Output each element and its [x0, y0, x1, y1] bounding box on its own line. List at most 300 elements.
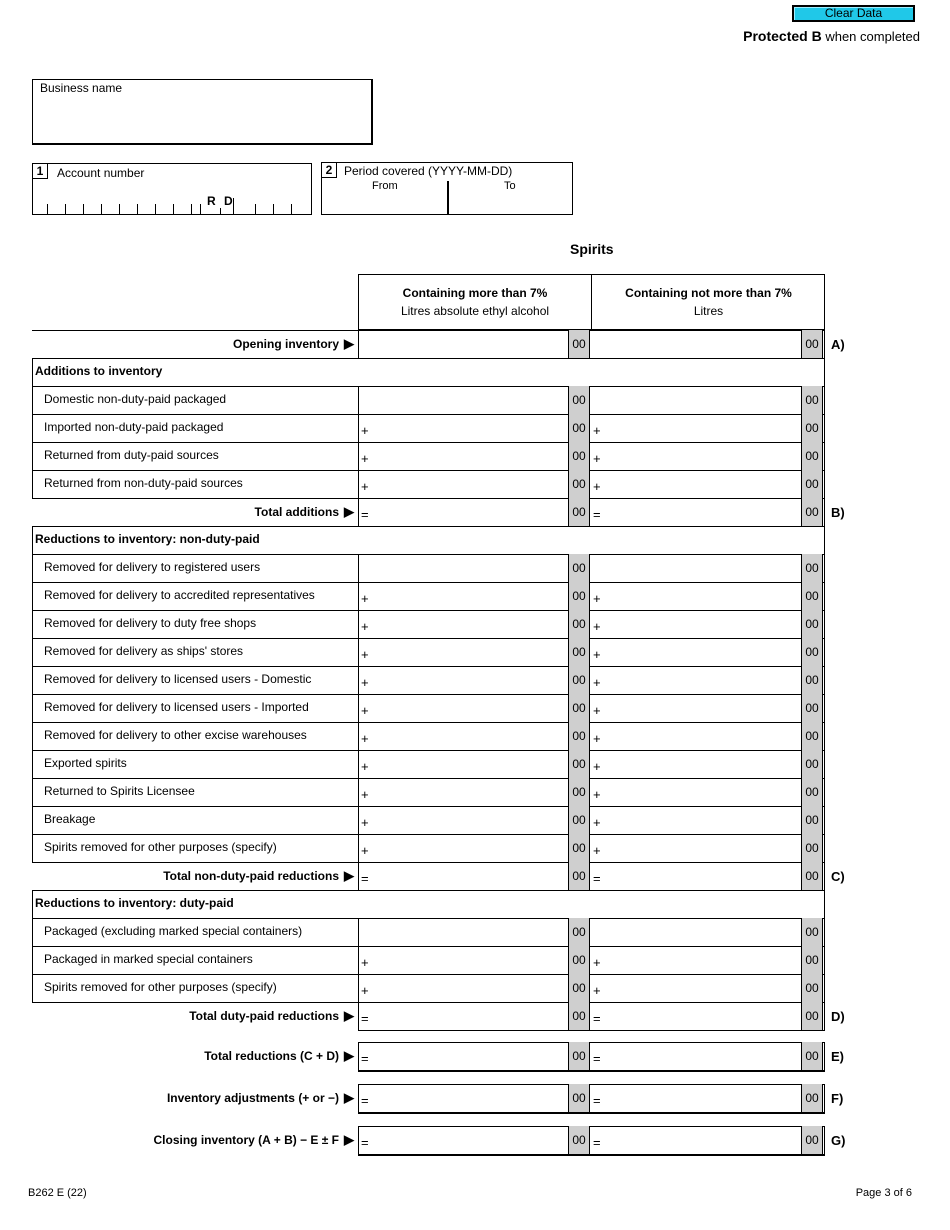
- total-reductions-text: Total reductions (C + D): [204, 1049, 339, 1063]
- account-digit-tick: [119, 204, 120, 214]
- pointer-arrow-icon: ▶: [344, 1008, 354, 1023]
- table-line: [32, 386, 825, 387]
- letter-5: F): [831, 1091, 844, 1106]
- addition-row-right-edge: [824, 386, 825, 414]
- addition-label: Domestic non-duty-paid packaged: [44, 392, 227, 406]
- ndp-reduction-row-col1-symbol: +: [361, 647, 369, 662]
- row-left-edge: [32, 582, 33, 610]
- row-left-edge: [32, 778, 33, 806]
- table-line: [32, 470, 825, 471]
- ndp-reduction-label: Breakage: [44, 812, 96, 826]
- addition-row-col1-cents: 00: [568, 442, 590, 470]
- ndp-reduction-label: Removed for delivery to duty free shops: [44, 616, 257, 630]
- row-left-edge: [32, 806, 33, 834]
- total-additions-col2-symbol: =: [593, 507, 601, 522]
- addition-row-col1-cents: 00: [568, 414, 590, 442]
- ndp-reduction-row-col1-left: [358, 666, 359, 694]
- ndp-reduction-row-col1-input[interactable]: [370, 644, 564, 660]
- dp-reduction-label: Packaged in marked special containers: [44, 952, 253, 966]
- table-line: [358, 1126, 825, 1127]
- addition-row-col2-input[interactable]: [602, 420, 797, 436]
- ndp-reduction-row-col1-input[interactable]: [370, 812, 564, 828]
- ndp-reduction-label: Removed for delivery to registered users: [44, 560, 261, 574]
- account-rd-r: R: [207, 194, 216, 208]
- table-line: [32, 806, 825, 807]
- ndp-reduction-row-col2-symbol: +: [593, 591, 601, 606]
- account-digit-tick: [137, 204, 138, 214]
- period-number-badge: 2: [321, 162, 337, 178]
- ndp-reduction-row-col2-input[interactable]: [602, 812, 797, 828]
- closing-inventory-right-edge: [824, 1126, 825, 1154]
- ndp-reduction-row-col1-left: [358, 722, 359, 750]
- dp-reduction-row-col2-symbol: +: [593, 955, 601, 970]
- letter-1: B): [831, 505, 845, 520]
- row-left-edge: [32, 610, 33, 638]
- ndp-reduction-row-col2-cents: 00: [801, 582, 823, 610]
- ndp-reduction-row-col1-symbol: +: [361, 703, 369, 718]
- ndp-reduction-row-col1-input[interactable]: [370, 672, 564, 688]
- closing-inventory-label: [154, 1132, 355, 1148]
- table-line: [32, 414, 825, 415]
- ndp-reduction-row-col2-symbol: +: [593, 843, 601, 858]
- closing-inventory-col2-symbol: =: [593, 1135, 601, 1150]
- closing-inventory-col1-cents: 00: [568, 1126, 590, 1154]
- col2-subheader: Litres: [693, 304, 724, 318]
- inventory-adjustments-right-edge: [824, 1084, 825, 1112]
- ndp-reduction-row-col2-cents: 00: [801, 722, 823, 750]
- ndp-reduction-row-col1-symbol: +: [361, 619, 369, 634]
- addition-row-col1-input[interactable]: [370, 420, 564, 436]
- ndp-reduction-row-col2-symbol: +: [593, 675, 601, 690]
- table-line: [32, 834, 825, 835]
- dp-reduction-row-right-edge: [824, 918, 825, 946]
- ndp-reduction-row-col2-input[interactable]: [602, 840, 797, 856]
- total-non-duty-paid-right-edge: [824, 862, 825, 890]
- addition-row-col1-symbol: +: [361, 423, 369, 438]
- table-line: [32, 946, 825, 947]
- ndp-reduction-row-col1-input[interactable]: [370, 616, 564, 632]
- ndp-reduction-row-col2-symbol: +: [593, 815, 601, 830]
- total-additions-label: [255, 504, 354, 520]
- letter-4: E): [831, 1049, 844, 1064]
- ndp-reduction-row-col2-input[interactable]: [602, 672, 797, 688]
- opening-inventory-col1-input[interactable]: [370, 336, 564, 352]
- clear-data-button[interactable]: Clear Data: [792, 5, 915, 22]
- ndp-reduction-row-col1-cents: 00: [568, 666, 590, 694]
- account-digit-tick: [155, 204, 156, 214]
- addition-row-col1-input[interactable]: [370, 476, 564, 492]
- ndp-reduction-row-col1-left: [358, 582, 359, 610]
- ndp-reduction-row-col1-left: [358, 610, 359, 638]
- total-duty-paid-col1-input[interactable]: [370, 1008, 564, 1024]
- addition-row-col2-input[interactable]: [602, 448, 797, 464]
- table-line: [358, 1030, 825, 1031]
- total-additions-text: Total additions: [254, 505, 339, 519]
- total-duty-paid-col1-symbol: =: [361, 1011, 369, 1026]
- row-left-edge: [32, 918, 33, 946]
- total-reductions-right-edge: [824, 1042, 825, 1070]
- addition-row-col1-cents: 00: [568, 386, 590, 414]
- total-additions-col1-input[interactable]: [370, 504, 564, 520]
- section-non-duty-paid: Reductions to inventory: non-duty-paid: [35, 532, 260, 546]
- inventory-adjustments-label: [167, 1090, 354, 1106]
- ndp-reduction-row-col2-cents: 00: [801, 638, 823, 666]
- table-line: [32, 442, 825, 443]
- inventory-adjustments-col1-input[interactable]: [370, 1090, 564, 1106]
- account-digit-tick: [291, 204, 292, 214]
- ndp-reduction-label: Removed for delivery to licensed users - Imported: [44, 700, 309, 714]
- addition-row-col1-symbol: +: [361, 479, 369, 494]
- account-rd-d: D: [224, 194, 233, 208]
- total-reductions-label: [204, 1048, 354, 1064]
- addition-row-col2-cents: 00: [801, 470, 823, 498]
- ndp-reduction-row-col1-cents: 00: [568, 834, 590, 862]
- ndp-reduction-label: Removed for delivery to accredited representatives: [44, 588, 315, 602]
- period-from-label: From: [372, 180, 398, 192]
- section-additions: Additions to inventory: [35, 364, 163, 378]
- table-line: [32, 722, 825, 723]
- pointer-arrow-icon: ▶: [344, 1090, 354, 1105]
- total-non-duty-paid-label: [163, 868, 354, 884]
- opening-inventory-col2-input[interactable]: [602, 336, 797, 352]
- row-left-edge: [32, 414, 33, 442]
- ndp-reduction-row-col1-cents: 00: [568, 610, 590, 638]
- account-digit-tick: [101, 204, 102, 214]
- row-left-edge: [32, 554, 33, 582]
- ndp-reduction-row-col1-cents: 00: [568, 694, 590, 722]
- total-additions-col1-symbol: =: [361, 507, 369, 522]
- ndp-reduction-row-col2-cents: 00: [801, 554, 823, 582]
- addition-row-col1-left: [358, 414, 359, 442]
- ndp-reduction-row-col1-cents: 00: [568, 778, 590, 806]
- total-non-duty-paid-col2-symbol: =: [593, 871, 601, 886]
- dp-reduction-label: Spirits removed for other purposes (specify): [44, 980, 277, 994]
- account-digit-tick: [191, 204, 192, 214]
- pointer-arrow-icon: ▶: [344, 336, 354, 351]
- dp-reduction-row-col1-cents: 00: [568, 918, 590, 946]
- table-line: [358, 1002, 825, 1003]
- protected-suffix: when completed: [821, 29, 920, 44]
- ndp-reduction-row-col1-left: [358, 806, 359, 834]
- ndp-reduction-row-col1-cents: 00: [568, 750, 590, 778]
- period-divider: [447, 181, 449, 215]
- total-reductions-col1-left: [358, 1042, 359, 1070]
- ndp-reduction-row-col2-symbol: +: [593, 759, 601, 774]
- ndp-reduction-row-col1-left: [358, 834, 359, 862]
- period-covered-box[interactable]: [321, 162, 573, 215]
- ndp-reduction-row-col2-symbol: +: [593, 787, 601, 802]
- section-right-edge: [824, 526, 825, 554]
- account-digit-tick: [273, 204, 274, 214]
- inventory-adjustments-col1-symbol: =: [361, 1093, 369, 1108]
- addition-row-col2-cents: 00: [801, 414, 823, 442]
- row-left-edge: [32, 974, 33, 1002]
- dp-reduction-label: Packaged (excluding marked special containers): [44, 924, 303, 938]
- ndp-reduction-row-col2-symbol: +: [593, 647, 601, 662]
- total-reductions-col1-symbol: =: [361, 1051, 369, 1066]
- dp-reduction-row-col2-cents: 00: [801, 918, 823, 946]
- table-line: [32, 666, 825, 667]
- table-line: [32, 582, 825, 583]
- ndp-reduction-row-col2-input[interactable]: [602, 560, 797, 576]
- ndp-reduction-row-col2-symbol: +: [593, 619, 601, 634]
- addition-row-right-edge: [824, 414, 825, 442]
- row-left-edge: [32, 666, 33, 694]
- table-line: [32, 638, 825, 639]
- ndp-reduction-row-right-edge: [824, 806, 825, 834]
- total-additions-col2-input[interactable]: [602, 504, 797, 520]
- table-line: [32, 1002, 359, 1003]
- total-duty-paid-label: [189, 1008, 354, 1024]
- protected-label: Protected B: [743, 28, 822, 44]
- ndp-reduction-label: Spirits removed for other purposes (specify): [44, 840, 277, 854]
- table-line: [32, 862, 359, 863]
- opening-inventory-label: [233, 336, 354, 352]
- ndp-reduction-row-col2-cents: 00: [801, 750, 823, 778]
- table-line: [32, 554, 825, 555]
- inventory-adjustments-col1-left: [358, 1084, 359, 1112]
- addition-row-col1-symbol: +: [361, 451, 369, 466]
- total-non-duty-paid-col1-input[interactable]: [370, 868, 564, 884]
- account-digit-tick: [65, 204, 66, 214]
- table-line: [32, 778, 825, 779]
- letter-3: D): [831, 1009, 845, 1024]
- total-reductions-col2-cents: 00: [801, 1042, 823, 1070]
- addition-row-right-edge: [824, 442, 825, 470]
- dp-reduction-row-col2-symbol: +: [593, 983, 601, 998]
- ndp-reduction-row-col1-input[interactable]: [370, 728, 564, 744]
- ndp-reduction-row-col2-symbol: +: [593, 731, 601, 746]
- ndp-reduction-row-col1-cents: 00: [568, 722, 590, 750]
- addition-row-col2-symbol: +: [593, 423, 601, 438]
- addition-row-col1-input[interactable]: [370, 392, 564, 408]
- addition-row-col1-cents: 00: [568, 470, 590, 498]
- total-non-duty-paid-text: Total non-duty-paid reductions: [163, 869, 339, 883]
- business-name-box[interactable]: [32, 79, 373, 145]
- row-left-edge: [32, 750, 33, 778]
- ndp-reduction-row-col1-symbol: +: [361, 675, 369, 690]
- account-number-label: Account number: [57, 166, 145, 180]
- row-left-edge: [32, 470, 33, 498]
- dp-reduction-row-col1-cents: 00: [568, 974, 590, 1002]
- addition-label: Returned from duty-paid sources: [44, 448, 219, 462]
- page-number: Page 3 of 6: [855, 1187, 912, 1199]
- business-name-label: Business name: [40, 81, 123, 95]
- total-non-duty-paid-col2-input[interactable]: [602, 868, 797, 884]
- table-line: [32, 974, 825, 975]
- letter-a: A): [831, 337, 845, 352]
- inventory-adjustments-col2-symbol: =: [593, 1093, 601, 1108]
- dp-reduction-row-right-edge: [824, 974, 825, 1002]
- table-line: [32, 918, 825, 919]
- ndp-reduction-row-col1-cents: 00: [568, 554, 590, 582]
- inventory-adjustments-col1-cents: 00: [568, 1084, 590, 1112]
- ndp-reduction-row-col2-cents: 00: [801, 778, 823, 806]
- ndp-reduction-row-col1-input[interactable]: [370, 588, 564, 604]
- inventory-adjustments-text: Inventory adjustments (+ or −): [166, 1091, 339, 1105]
- ndp-reduction-row-col1-left: [358, 750, 359, 778]
- ndp-reduction-row-col2-cents: 00: [801, 666, 823, 694]
- addition-label: Imported non-duty-paid packaged: [44, 420, 224, 434]
- ndp-reduction-row-col2-cents: 00: [801, 806, 823, 834]
- dp-reduction-row-col2-input[interactable]: [602, 980, 797, 996]
- table-line: [358, 1084, 825, 1085]
- closing-inventory-col1-input[interactable]: [370, 1132, 564, 1148]
- table-line: [358, 1042, 825, 1043]
- letter-6: G): [831, 1133, 846, 1148]
- closing-inventory-col2-input[interactable]: [602, 1132, 797, 1148]
- pointer-arrow-icon: ▶: [344, 504, 354, 519]
- inventory-adjustments-col2-cents: 00: [801, 1084, 823, 1112]
- addition-row-col1-left: [358, 442, 359, 470]
- ndp-reduction-row-col1-left: [358, 778, 359, 806]
- table-line: [32, 526, 825, 527]
- form-code: B262 E (22): [28, 1187, 87, 1199]
- row-left-edge: [32, 722, 33, 750]
- ndp-reduction-row-col2-input[interactable]: [602, 588, 797, 604]
- opening-inventory-right-edge: [824, 330, 825, 358]
- ndp-reduction-label: Removed for delivery as ships' stores: [44, 644, 244, 658]
- total-non-duty-paid-col1-symbol: =: [361, 871, 369, 886]
- total-reductions-col1-input[interactable]: [370, 1048, 564, 1064]
- table-line: [32, 358, 825, 359]
- total-reductions-col2-input[interactable]: [602, 1048, 797, 1064]
- row-left-edge: [32, 946, 33, 974]
- ndp-reduction-row-col1-input[interactable]: [370, 840, 564, 856]
- addition-row-col2-cents: 00: [801, 442, 823, 470]
- ndp-reduction-row-col1-symbol: +: [361, 731, 369, 746]
- closing-inventory-col2-cents: 00: [801, 1126, 823, 1154]
- total-duty-paid-text: Total duty-paid reductions: [189, 1009, 339, 1023]
- ndp-reduction-row-col1-cents: 00: [568, 582, 590, 610]
- ndp-reduction-row-col2-input[interactable]: [602, 784, 797, 800]
- ndp-reduction-row-right-edge: [824, 834, 825, 862]
- pointer-arrow-icon: ▶: [344, 1132, 354, 1147]
- ndp-reduction-row-col1-input[interactable]: [370, 560, 564, 576]
- addition-label: Returned from non-duty-paid sources: [44, 476, 243, 490]
- inventory-adjustments-col2-input[interactable]: [602, 1090, 797, 1106]
- total-duty-paid-col2-input[interactable]: [602, 1008, 797, 1024]
- ndp-reduction-row-right-edge: [824, 638, 825, 666]
- protected-notice: [743, 28, 920, 44]
- addition-row-col2-symbol: +: [593, 479, 601, 494]
- closing-inventory-col1-left: [358, 1126, 359, 1154]
- total-non-duty-paid-col1-left: [358, 862, 359, 890]
- total-reductions-col1-cents: 00: [568, 1042, 590, 1070]
- table-line: [358, 498, 825, 499]
- dp-reduction-row-col1-input[interactable]: [370, 924, 564, 940]
- addition-row-col1-input[interactable]: [370, 448, 564, 464]
- table-line-bottom: [358, 1070, 825, 1072]
- ndp-reduction-row-col2-input[interactable]: [602, 700, 797, 716]
- column-header-divider: [591, 275, 592, 331]
- pointer-arrow-icon: ▶: [344, 1048, 354, 1063]
- addition-row-right-edge: [824, 470, 825, 498]
- account-digit-tick: [47, 204, 48, 214]
- ndp-reduction-row-col1-symbol: +: [361, 787, 369, 802]
- ndp-reduction-row-col2-input[interactable]: [602, 728, 797, 744]
- total-duty-paid-col1-left: [358, 1002, 359, 1030]
- dp-reduction-row-col2-input[interactable]: [602, 952, 797, 968]
- dp-reduction-row-col1-input[interactable]: [370, 980, 564, 996]
- ndp-reduction-row-col2-input[interactable]: [602, 756, 797, 772]
- account-rd-tick: [220, 208, 221, 214]
- total-non-duty-paid-col1-cents: 00: [568, 862, 590, 890]
- letter-2: C): [831, 869, 845, 884]
- ndp-reduction-row-right-edge: [824, 694, 825, 722]
- total-duty-paid-col2-cents: 00: [801, 1002, 823, 1030]
- addition-row-col2-input[interactable]: [602, 392, 797, 408]
- dp-reduction-row-col1-left: [358, 974, 359, 1002]
- dp-reduction-row-right-edge: [824, 946, 825, 974]
- ndp-reduction-row-right-edge: [824, 750, 825, 778]
- account-number-badge: 1: [32, 163, 48, 179]
- ndp-reduction-row-right-edge: [824, 582, 825, 610]
- addition-row-col2-input[interactable]: [602, 476, 797, 492]
- ndp-reduction-row-col1-symbol: +: [361, 759, 369, 774]
- account-number-box[interactable]: [32, 163, 312, 215]
- dp-reduction-row-col2-input[interactable]: [602, 924, 797, 940]
- addition-row-col1-left: [358, 470, 359, 498]
- total-duty-paid-right-edge: [824, 1002, 825, 1030]
- dp-reduction-row-col1-left: [358, 918, 359, 946]
- dp-reduction-row-col1-symbol: +: [361, 983, 369, 998]
- ndp-reduction-row-col2-cents: 00: [801, 834, 823, 862]
- ndp-reduction-row-col1-input[interactable]: [370, 700, 564, 716]
- ndp-reduction-row-col2-cents: 00: [801, 694, 823, 722]
- ndp-reduction-row-col1-left: [358, 638, 359, 666]
- table-title: Spirits: [570, 241, 614, 257]
- ndp-reduction-row-col2-input[interactable]: [602, 644, 797, 660]
- ndp-reduction-label: Exported spirits: [44, 756, 127, 770]
- total-reductions-col2-symbol: =: [593, 1051, 601, 1066]
- ndp-reduction-row-col1-input[interactable]: [370, 756, 564, 772]
- opening-inventory-col2-cents: 00: [801, 330, 823, 358]
- dp-reduction-row-col1-input[interactable]: [370, 952, 564, 968]
- closing-inventory-col1-symbol: =: [361, 1135, 369, 1150]
- section-left-edge: [32, 358, 33, 386]
- row-left-edge: [32, 694, 33, 722]
- ndp-reduction-label: Removed for delivery to licensed users - Domestic: [44, 672, 312, 686]
- ndp-reduction-row-col2-input[interactable]: [602, 616, 797, 632]
- ndp-reduction-row-col2-cents: 00: [801, 610, 823, 638]
- period-to-label: To: [504, 180, 516, 192]
- ndp-reduction-label: Removed for delivery to other excise warehouses: [44, 728, 307, 742]
- account-digit-tick: [255, 204, 256, 214]
- ndp-reduction-row-col1-input[interactable]: [370, 784, 564, 800]
- account-digit-tick: [83, 204, 84, 214]
- account-digit-tick: [200, 204, 201, 214]
- ndp-reduction-row-col1-left: [358, 694, 359, 722]
- dp-reduction-row-col1-symbol: +: [361, 955, 369, 970]
- col1-header: Containing more than 7%: [402, 286, 548, 300]
- table-line: [32, 750, 825, 751]
- ndp-reduction-row-col1-symbol: +: [361, 843, 369, 858]
- total-duty-paid-col2-symbol: =: [593, 1011, 601, 1026]
- dp-reduction-row-col1-cents: 00: [568, 946, 590, 974]
- opening-inventory-col1-cents: 00: [568, 330, 590, 358]
- ndp-reduction-row-right-edge: [824, 722, 825, 750]
- ndp-reduction-row-right-edge: [824, 666, 825, 694]
- table-line: [32, 890, 825, 891]
- account-rd-tick: [233, 198, 234, 214]
- opening-inventory-col1-left: [358, 330, 359, 358]
- row-left-edge: [32, 638, 33, 666]
- ndp-reduction-label: Returned to Spirits Licensee: [44, 784, 195, 798]
- table-line: [32, 694, 825, 695]
- ndp-reduction-row-col1-symbol: +: [361, 591, 369, 606]
- total-non-duty-paid-col2-cents: 00: [801, 862, 823, 890]
